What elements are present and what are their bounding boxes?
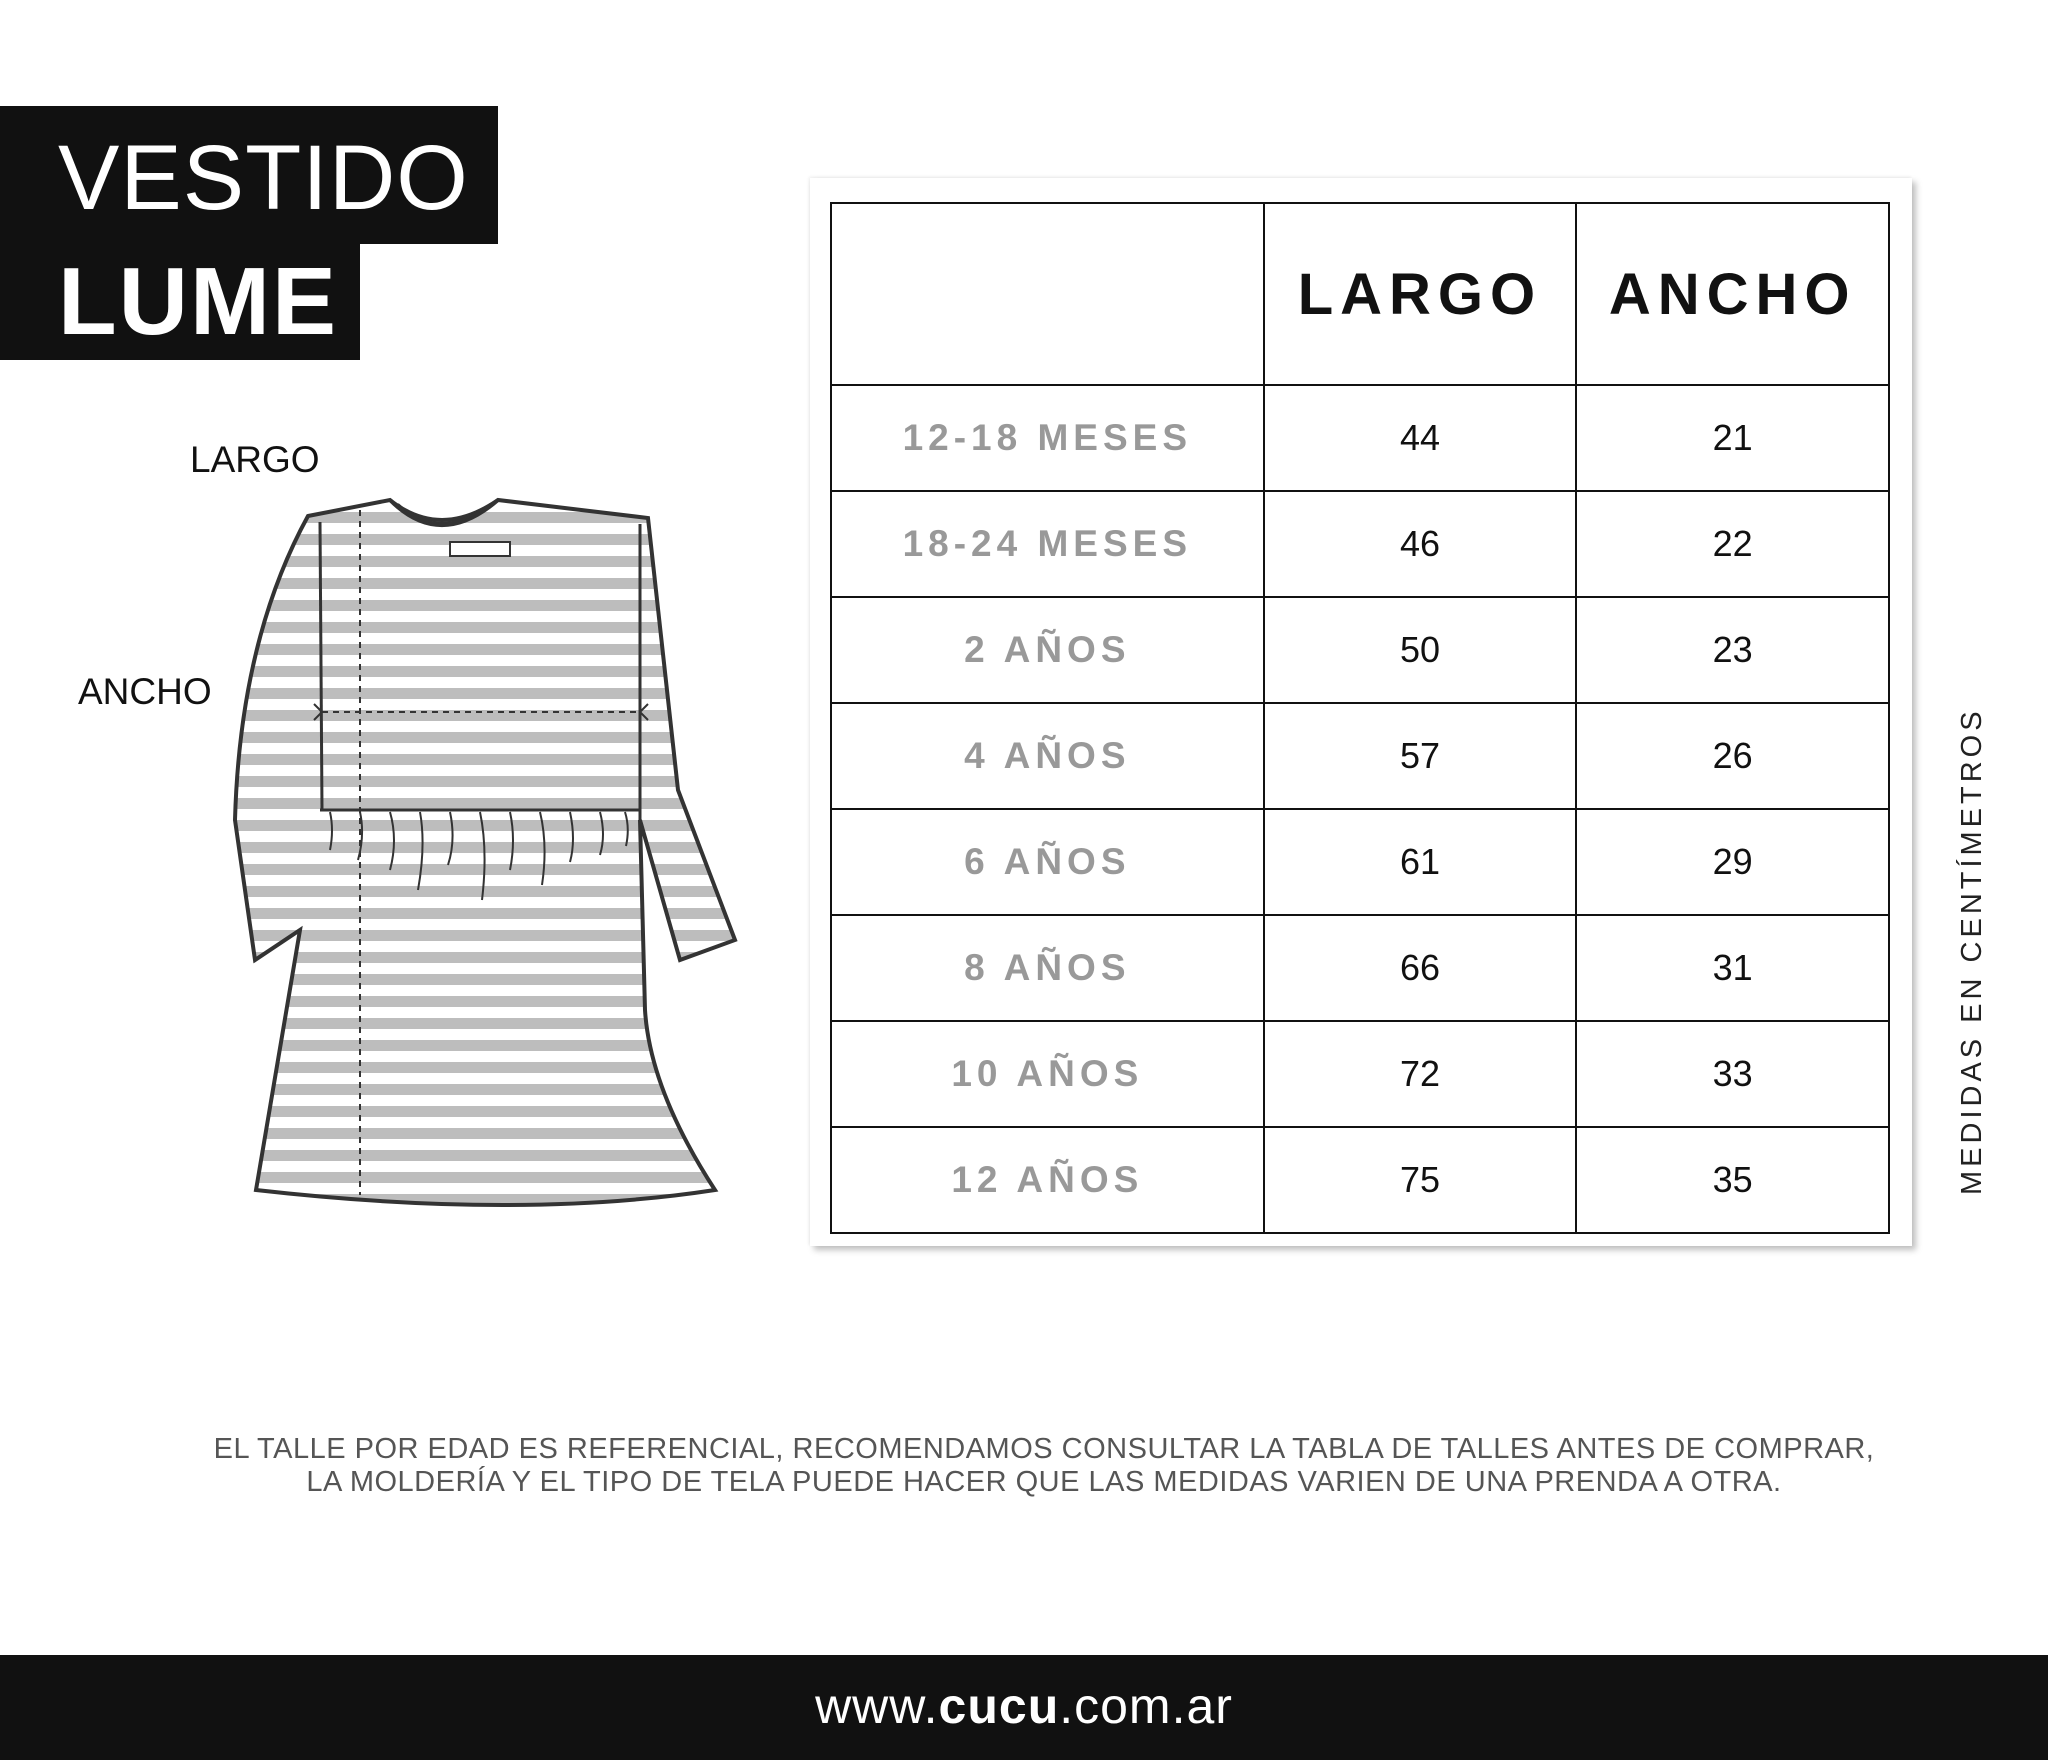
garment-label-largo: LARGO	[190, 439, 320, 480]
url-prefix: www.	[815, 1678, 939, 1734]
footer-bar	[0, 1655, 2048, 1760]
table-row	[831, 703, 1889, 809]
largo-value: 72	[1264, 1021, 1577, 1127]
table-row	[831, 597, 1889, 703]
header-largo: LARGO	[1264, 203, 1577, 385]
ancho-value: 26	[1576, 703, 1889, 809]
largo-value: 57	[1264, 703, 1577, 809]
table-row	[831, 1021, 1889, 1127]
largo-value: 61	[1264, 809, 1577, 915]
size-label: 4 AÑOS	[831, 703, 1264, 809]
url-brand: cucu	[938, 1678, 1060, 1734]
largo-value: 44	[1264, 385, 1577, 491]
ancho-value: 29	[1576, 809, 1889, 915]
table-row	[831, 1127, 1889, 1233]
size-table	[830, 202, 1890, 1234]
size-label: 8 AÑOS	[831, 915, 1264, 1021]
title-block-line1	[0, 106, 498, 244]
header-ancho: ANCHO	[1576, 203, 1889, 385]
title-vestido: VESTIDO	[58, 127, 469, 229]
disclaimer-line1: EL TALLE POR EDAD ES REFERENCIAL, RECOMENDAMOS CONSULTAR LA TABLA DE TALLES ANTES DE COMPRAR,	[213, 1433, 1875, 1465]
table-row	[831, 915, 1889, 1021]
table-header-row	[831, 203, 1889, 385]
largo-value: 50	[1264, 597, 1577, 703]
size-label: 6 AÑOS	[831, 809, 1264, 915]
size-label: 12 AÑOS	[831, 1127, 1264, 1233]
largo-value: 46	[1264, 491, 1577, 597]
ancho-value: 35	[1576, 1127, 1889, 1233]
garment-label-ancho: ANCHO	[78, 671, 212, 712]
size-label: 10 AÑOS	[831, 1021, 1264, 1127]
ancho-value: 31	[1576, 915, 1889, 1021]
table-row	[831, 385, 1889, 491]
ancho-value: 22	[1576, 491, 1889, 597]
table-row	[831, 491, 1889, 597]
ancho-value: 33	[1576, 1021, 1889, 1127]
ancho-value: 21	[1576, 385, 1889, 491]
size-label: 12-18 MESES	[831, 385, 1264, 491]
url-suffix: .com.ar	[1059, 1678, 1233, 1734]
title-block-line2	[0, 244, 360, 360]
size-label: 2 AÑOS	[831, 597, 1264, 703]
disclaimer-line2: LA MOLDERÍA Y EL TIPO DE TELA PUEDE HACER QUE LAS MEDIDAS VARIEN DE UNA PRENDA A OTRA.	[306, 1466, 1782, 1498]
dress-illustration	[230, 490, 750, 1210]
size-label: 18-24 MESES	[831, 491, 1264, 597]
table-row	[831, 809, 1889, 915]
largo-value: 75	[1264, 1127, 1577, 1233]
website-link[interactable]	[815, 1678, 1233, 1734]
title-lume: LUME	[58, 248, 338, 355]
units-note: MEDIDAS EN CENTÍMETROS	[1956, 707, 1988, 1195]
header-empty	[831, 203, 1264, 385]
largo-value: 66	[1264, 915, 1577, 1021]
ancho-value: 23	[1576, 597, 1889, 703]
